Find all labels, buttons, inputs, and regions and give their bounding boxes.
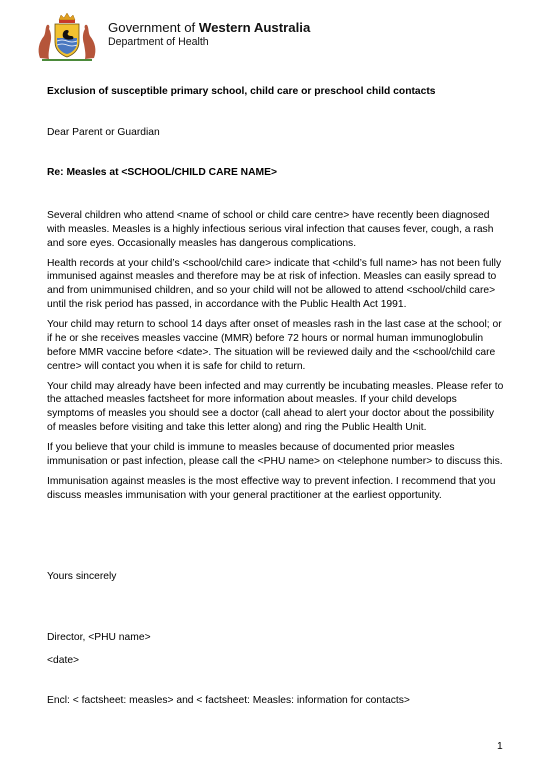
organisation-name [108, 20, 310, 49]
body-paragraph: Health records at your child’s <school/child care> indicate that <child’s full name> has not been fully immunised against measles and therefore may be at risk of infection. Measles can easily spread to and from unimmunised children, and so your child will not be allowed to attend <school/child care> until the risk period has passed, in accordance with the Public Health Act 1991. [47, 257, 502, 311]
date-placeholder: <date> [47, 655, 80, 666]
department-name: Department of Health [108, 36, 209, 48]
salutation: Dear Parent or Guardian [47, 127, 160, 138]
government-prefix: Government of [108, 20, 199, 35]
government-name [108, 20, 310, 35]
body-paragraph: If you believe that your child is immune to measles because of documented prior measles immunisation or past infection, please call the <PHU name> on <telephone number> to discuss this. [47, 442, 503, 467]
body-paragraph: Several children who attend <name of school or child care centre> have recently been diagnosed with measles. Measles is a highly infectious serious viral infection that causes fever, cough, a rash and sore eyes. Occasionally measles has dangerous complications. [47, 210, 494, 249]
enclosures: Encl: < factsheet: measles> and < factsheet: Measles: information for contacts> [47, 695, 410, 706]
wa-coat-of-arms-icon [34, 12, 100, 62]
letter-body [47, 209, 505, 509]
letter-title: Exclusion of susceptible primary school, child care or preschool child contacts [47, 86, 436, 97]
subject-line: Re: Measles at <SCHOOL/CHILD CARE NAME> [47, 167, 278, 178]
signatory: Director, <PHU name> [47, 632, 151, 643]
body-paragraph: Your child may return to school 14 days after onset of measles rash in the last case at the school; or if he or she receives measles vaccine (MMR) before 72 hours or normal human immunoglobulin before MMR vaccine before <date>. The situation will be reviewed daily and the <school/child care centre> will contact you when it is safe for child to return. [47, 319, 502, 372]
body-paragraph: Immunisation against measles is the most effective way to prevent infection. I recommend that you discuss measles immunisation with your general practitioner at the earliest opportunity. [47, 476, 496, 501]
closing: Yours sincerely [47, 571, 117, 582]
page-number: 1 [497, 741, 503, 752]
body-paragraph: Your child may already have been infected and may currently be incubating measles. Please refer to the attached measles factsheet for more information about measles. If your child develops symptoms of measles you should see a doctor (call ahead to alert your doctor about the possibility of measles before visiting and take this letter along) and ring the Public Health Unit. [47, 380, 504, 434]
state-name: Western Australia [198, 20, 311, 35]
